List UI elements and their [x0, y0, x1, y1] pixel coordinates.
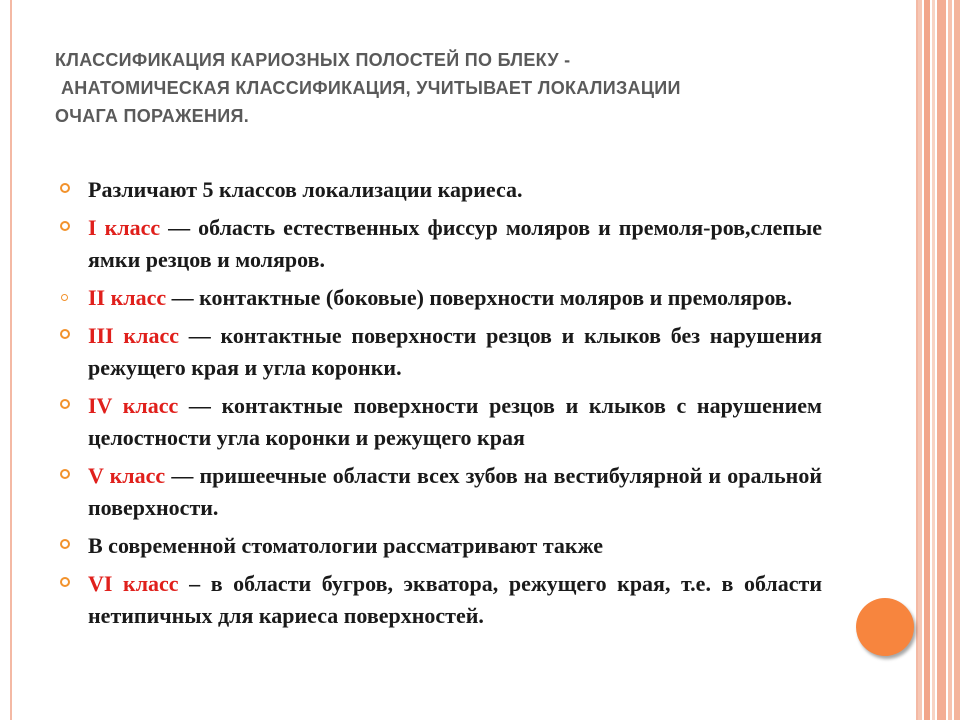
bullet-icon	[60, 539, 70, 549]
list-item	[60, 174, 822, 206]
item-text: — контактные поверхности резцов и клыков с нарушением целостности угла коронки и режущего края	[88, 393, 822, 450]
class-label: I класс	[88, 215, 161, 240]
bullet-icon	[61, 294, 68, 301]
bullet-icon	[60, 183, 70, 193]
title-line: КЛАССИФИКАЦИЯ КАРИОЗНЫХ ПОЛОСТЕЙ ПО БЛЕКУ -	[55, 50, 571, 70]
bullet-icon	[60, 469, 70, 479]
orange-circle-decoration	[856, 598, 914, 656]
class-label: IV класс	[88, 393, 179, 418]
list-item	[60, 530, 822, 562]
item-text: – в области бугров, экватора, режущего края, т.е. в области нетипичных для кариеса поверхностей.	[88, 571, 822, 628]
list-item	[60, 212, 822, 276]
bullet-icon	[60, 221, 70, 231]
list-item	[60, 320, 822, 384]
list-item	[60, 282, 822, 314]
bullet-icon	[60, 329, 70, 339]
item-text: — пришеечные области всех зубов на вестибулярной и оральной поверхности.	[88, 463, 823, 520]
item-text: В современной стоматологии рассматривают также	[88, 533, 603, 558]
item-text: Различают 5 классов локализации кариеса.	[88, 177, 523, 202]
bullet-icon	[60, 577, 70, 587]
slide-title	[55, 46, 885, 130]
item-text: — контактные поверхности резцов и клыков без нарушения режущего края и угла коронки.	[88, 323, 822, 380]
item-text: — область естественных фиссур моляров и премоля-ров,слепые ямки резцов и моляров.	[88, 215, 823, 272]
class-label: III класс	[88, 323, 179, 348]
list-item	[60, 568, 822, 632]
list-item	[60, 390, 822, 454]
title-line: АНАТОМИЧЕСКАЯ КЛАССИФИКАЦИЯ, УЧИТЫВАЕТ ЛОКАЛИЗАЦИИ	[61, 78, 681, 98]
item-text: — контактные (боковые) поверхности моляров и премоляров.	[166, 285, 793, 310]
title-line: ОЧАГА ПОРАЖЕНИЯ.	[55, 106, 250, 126]
class-label: II класс	[88, 285, 167, 310]
decorative-stripes	[918, 0, 960, 720]
list-item	[60, 460, 822, 524]
bullet-icon	[60, 399, 70, 409]
bullet-list	[60, 174, 822, 638]
class-label: V класс	[88, 463, 166, 488]
class-label: VI класс	[88, 571, 179, 596]
